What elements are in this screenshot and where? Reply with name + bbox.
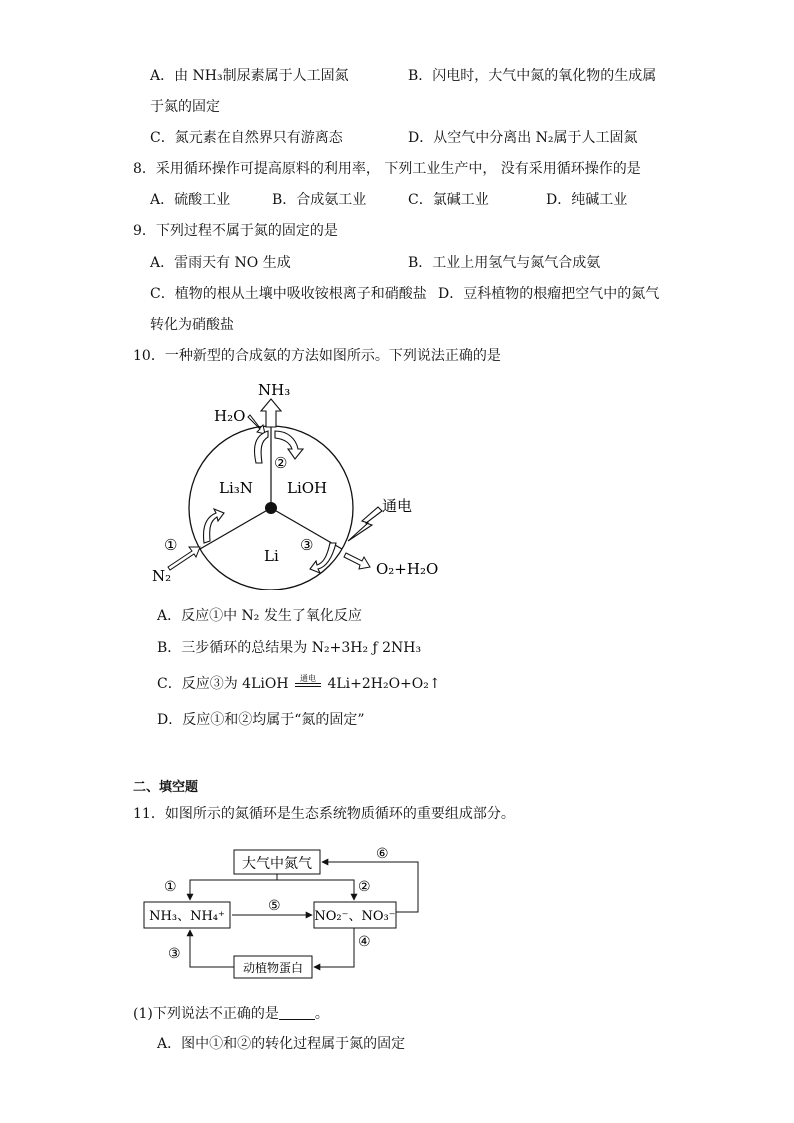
q8-option-c[interactable]: C．氯碱工业 bbox=[408, 192, 489, 208]
q9-option-c[interactable]: C．植物的根从土壤中吸收铵根离子和硝酸盐 bbox=[150, 286, 427, 302]
q9-option-d[interactable]: D．豆科植物的根瘤把空气中的氮气 bbox=[438, 286, 660, 302]
q11-stem: 11．如图所示的氮循环是生态系统物质循环的重要组成部分。 bbox=[133, 806, 515, 822]
arrow-1 bbox=[190, 874, 277, 900]
q10-option-d[interactable]: D．反应①和②均属于“氮的固定” bbox=[157, 712, 365, 728]
q7-option-d[interactable]: D．从空气中分离出 N₂属于人工固氮 bbox=[408, 130, 638, 146]
q7-option-a[interactable]: A．由 NH₃制尿素属于人工固氮 bbox=[150, 68, 349, 84]
q11-sub1-option-a[interactable]: A．图中①和②的转化过程属于氮的固定 bbox=[157, 1036, 406, 1052]
q10-option-c-reactant: C．反应③为 4LiOH bbox=[157, 676, 289, 692]
q9-option-a[interactable]: A．雷雨天有 NO 生成 bbox=[150, 255, 291, 271]
o2-h2o-label: O₂+H₂O bbox=[376, 560, 439, 578]
arrow-3 bbox=[190, 930, 234, 967]
step3-curve-arrow bbox=[310, 543, 336, 573]
arrow-3-marker: ③ bbox=[168, 946, 181, 962]
arrow-4-marker: ④ bbox=[358, 934, 371, 950]
h2o-label: H₂O bbox=[214, 407, 246, 425]
q10-option-a[interactable]: A．反应①中 N₂ 发生了氧化反应 bbox=[157, 608, 362, 624]
q11-sub1-text: (1)下列说法不正确的是 bbox=[133, 1006, 279, 1022]
q10-stem: 10．一种新型的合成氨的方法如图所示。下列说法正确的是 bbox=[133, 348, 501, 364]
arrow-2-marker: ② bbox=[358, 879, 371, 895]
li-label: Li bbox=[264, 547, 279, 565]
q10-option-c[interactable] bbox=[157, 674, 441, 694]
nitrogen-cycle-diagram bbox=[140, 842, 430, 982]
n2-label: N₂ bbox=[152, 567, 172, 585]
lioh-label: LiOH bbox=[287, 479, 328, 497]
q9-option-d-continued: 转化为硝酸盐 bbox=[150, 317, 234, 333]
radius-left bbox=[200, 508, 271, 549]
nitrate-box-label: NO₂⁻、NO₃⁻ bbox=[314, 909, 396, 924]
step3-marker: ③ bbox=[300, 536, 314, 554]
nh3-out-arrow bbox=[261, 399, 281, 427]
arrow-1-marker: ① bbox=[164, 879, 177, 895]
q11-sub1-answer-blank[interactable] bbox=[279, 1005, 315, 1020]
q7-option-b-continued: 于氮的固定 bbox=[150, 99, 220, 115]
arrow-4 bbox=[314, 928, 354, 967]
q10-option-b[interactable]: B．三步循环的总结果为 N₂+3H₂ ƒ 2NH₃ bbox=[157, 640, 422, 656]
arrow-6-marker: ⑥ bbox=[376, 846, 389, 862]
step2-curve-arrow-left bbox=[255, 431, 269, 463]
q8-option-b[interactable]: B．合成氨工业 bbox=[272, 192, 367, 208]
q7-option-c[interactable]: C．氮元素在自然界只有游离态 bbox=[150, 130, 343, 146]
li3n-label: Li₃N bbox=[219, 479, 253, 497]
electrolysis-label: 通电 bbox=[382, 497, 413, 515]
step1-marker: ① bbox=[164, 536, 178, 554]
o2-h2o-out-arrow bbox=[344, 553, 370, 569]
q8-stem: 8．采用循环操作可提高原料的利用率， 下列工业生产中， 没有采用循环操作的是 bbox=[133, 161, 641, 177]
ammonia-box-label: NH₃、NH₄⁺ bbox=[149, 909, 225, 924]
step1-curve-arrow bbox=[204, 509, 225, 543]
h2o-in-arrow bbox=[248, 415, 265, 434]
atmosphere-label: 大气中氮气 bbox=[242, 856, 312, 872]
q8-option-d[interactable]: D．纯碱工业 bbox=[546, 192, 628, 208]
step2-marker: ② bbox=[274, 454, 288, 472]
q11-sub1-period: 。 bbox=[314, 1006, 329, 1022]
nh3-label: NH₃ bbox=[258, 381, 291, 399]
q8-option-a[interactable]: A．硫酸工业 bbox=[150, 192, 231, 208]
q9-stem: 9．下列过程不属于氮的固定的是 bbox=[133, 223, 338, 239]
protein-box-label: 动植物蛋白 bbox=[242, 961, 304, 975]
q11-sub1-stem bbox=[133, 1004, 329, 1024]
ammonia-synthesis-cycle-diagram bbox=[140, 375, 450, 590]
q7-option-b[interactable]: B．闪电时，大气中氮的氧化物的生成属 bbox=[408, 68, 657, 84]
arrow-5-marker: ⑤ bbox=[268, 898, 281, 914]
section-title-fill-in: 二、填空题 bbox=[133, 780, 199, 795]
q10-option-c-products: 4Li+2H₂O+O₂↑ bbox=[327, 676, 441, 692]
q9-option-b[interactable]: B．工业上用氢气与氮气合成氨 bbox=[408, 255, 601, 271]
q10-option-c-condition: 通电 bbox=[293, 683, 323, 687]
arrow-2 bbox=[277, 880, 354, 900]
